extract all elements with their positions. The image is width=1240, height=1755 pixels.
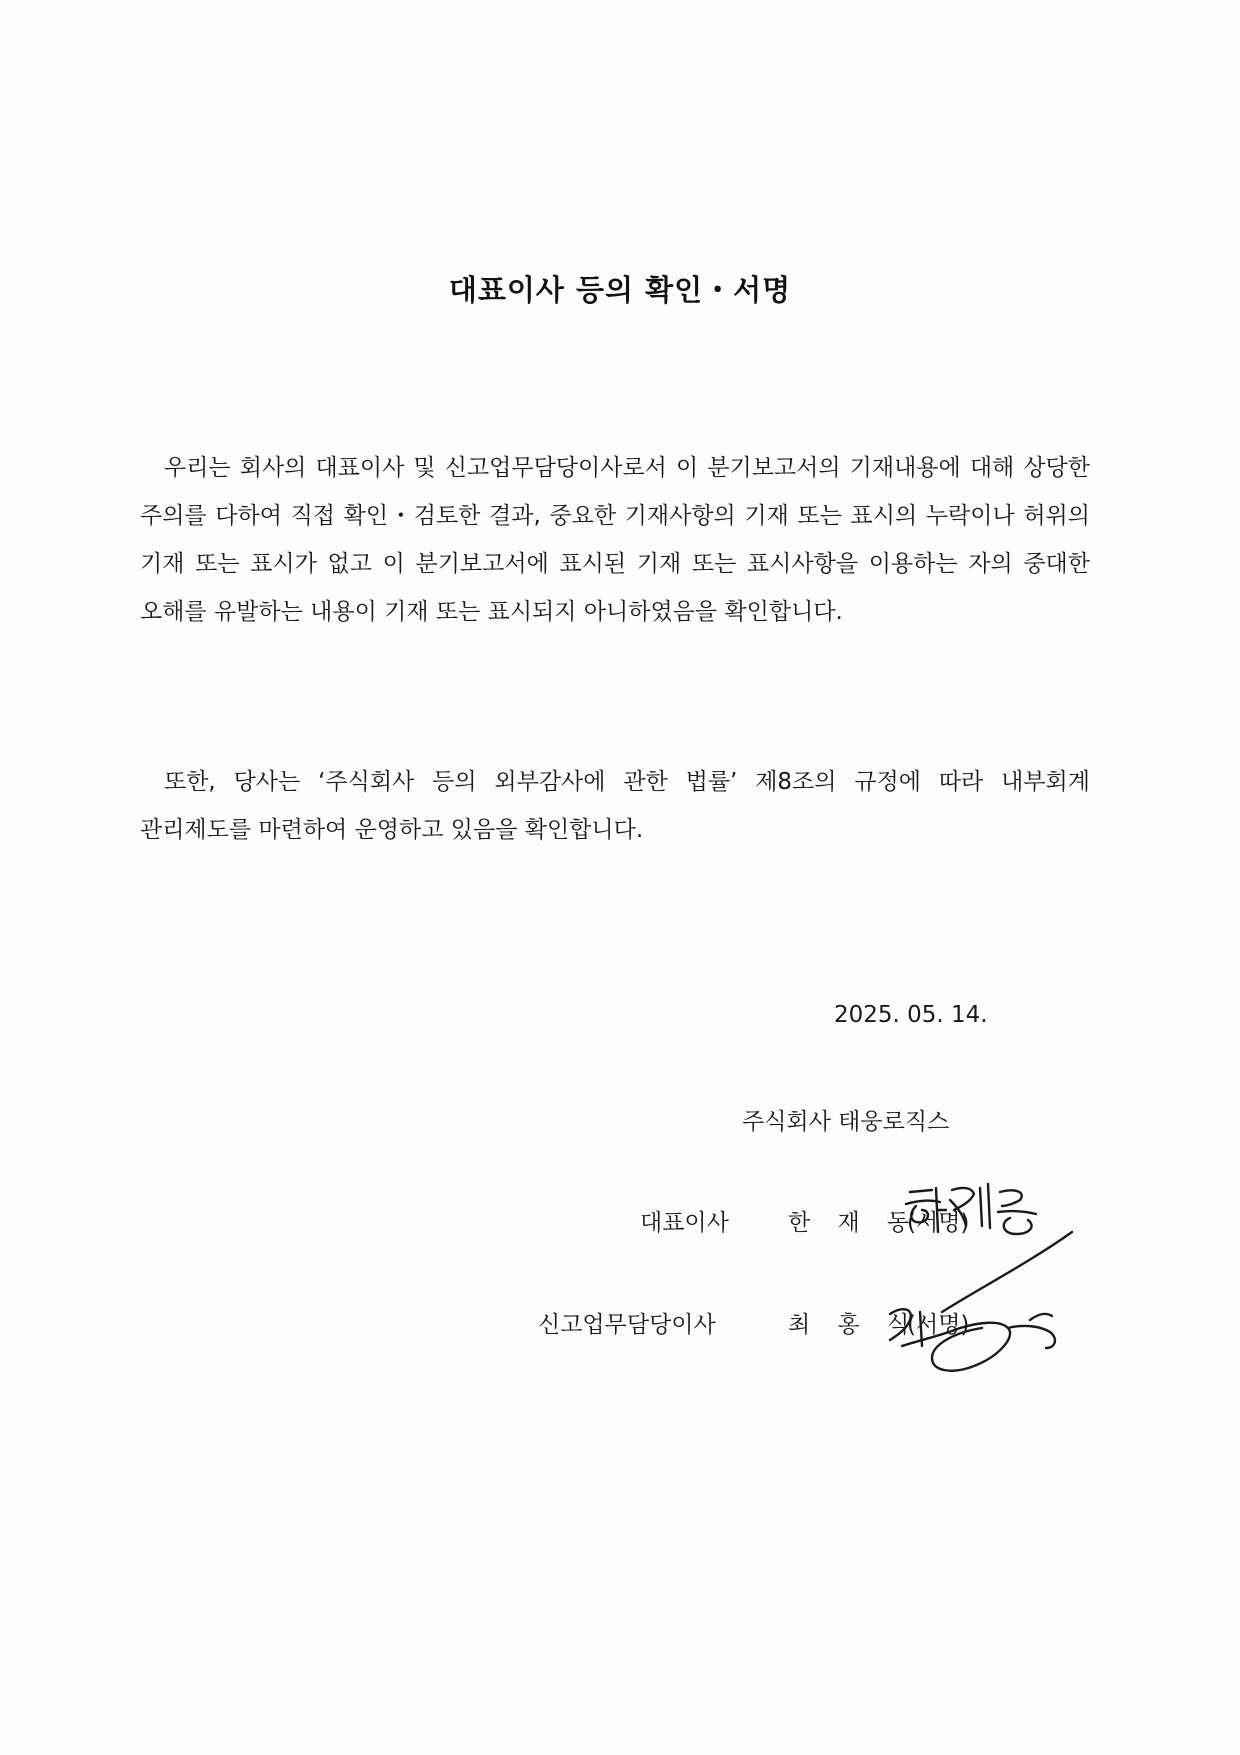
confirmation-paragraph: 우리는 회사의 대표이사 및 신고업무담당이사로서 이 분기보고서의 기재내용에 대해 상당한 주의를 다하여 직접 확인・검토한 결과, 중요한 기재사항의 기재 또는 표시의 누락이나 허위의 기재 또는 표시가 없고 이 분기보고서에 표시된 기재 또는 표시사항을 이용하는 자의 중대한 오해를 유발하는 내용이 기재 또는 표시되지 아니하였음을 확인합니다. xyxy=(140,455,1090,625)
internal-control-paragraph: 또한, 당사는 ‘주식회사 등의 외부감사에 관한 법률’ 제8조의 규정에 따라 내부회계 관리제도를 마련하여 운영하고 있음을 확인합니다. xyxy=(140,769,1090,843)
ceo-signature-label: (서명) xyxy=(907,1210,970,1236)
ceo-name: 한 재 동 xyxy=(788,1210,920,1236)
cfo-role: 신고업무담당이사 xyxy=(538,1312,716,1338)
company-name: 주식회사 태웅로직스 xyxy=(742,1109,950,1135)
ceo-role: 대표이사 xyxy=(640,1210,729,1236)
cfo-signature-label: (서명) xyxy=(907,1312,970,1338)
signing-date: 2025. 05. 14. xyxy=(834,1002,988,1028)
cfo-name: 최 홍 식 xyxy=(788,1312,920,1338)
document-title: 대표이사 등의 확인・서명 xyxy=(448,273,792,307)
